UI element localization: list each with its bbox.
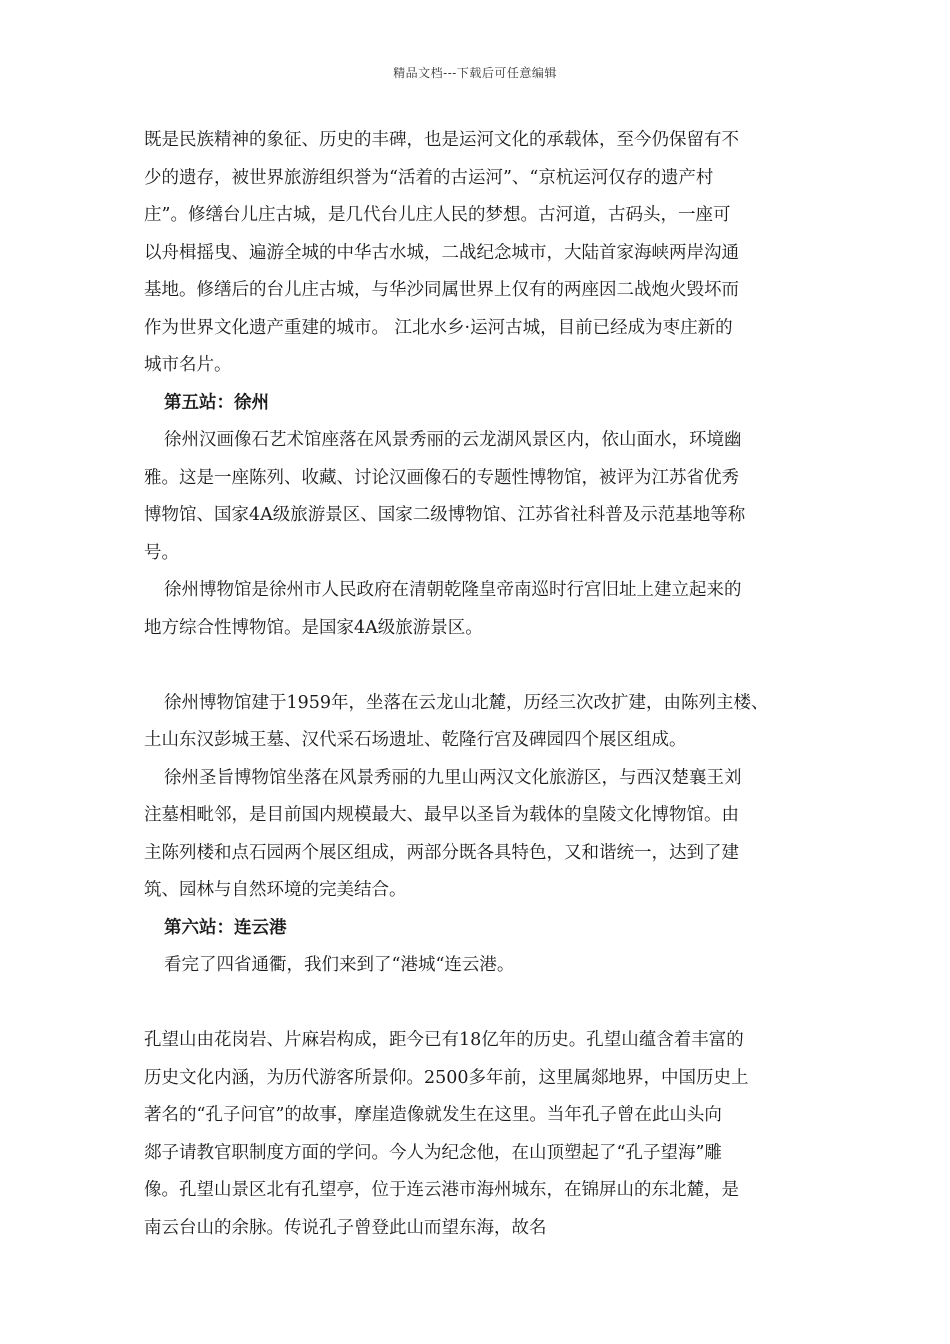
text-line: 南云台山的余脉。传说孔子曾登此山而望东海，故名 <box>144 1217 547 1238</box>
text-line: 徐州博物馆是徐州市人民政府在清朝乾隆皇帝南巡时行宫旧址上建立起来的 <box>164 580 742 600</box>
text-line: 历史文化内涵，为历代游客所景仰。2500多年前，这里属郯地界，中国历史上 <box>144 1067 749 1088</box>
paragraph-edict-museum <box>144 760 824 910</box>
text-line: 郯子请教官职制度方面的学问。今人为纪念他，在山顶塑起了“孔子望海”雕 <box>144 1142 722 1163</box>
page-header: 精品文档---下载后可任意编辑 <box>393 66 557 80</box>
paragraph-han-stone-museum <box>144 422 824 572</box>
text-line: 基地。修缮后的台儿庄古城，与华沙同属世界上仅有的两座因二战炮火毁坏而 <box>144 280 739 300</box>
text-line: 徐州博物馆建于1959年，坐落在云龙山北麓，历经三次改扩建，由陈列主楼、 <box>164 692 769 713</box>
text-line: 地方综合性博物馆。是国家4A级旅游景区。 <box>144 617 483 638</box>
section-heading-xuzhou: 第五站：徐州 <box>164 392 269 413</box>
text-line: 筑、园林与自然环境的完美结合。 <box>144 880 407 900</box>
text-line: 城市名片。 <box>144 355 232 375</box>
text-line: 徐州圣旨博物馆坐落在风景秀丽的九里山两汉文化旅游区，与西汉楚襄王刘 <box>164 767 742 788</box>
text-line: 博物馆、国家4A级旅游景区、国家二级博物馆、江苏省社科普及示范基地等称 <box>144 505 746 525</box>
text-line: 看完了四省通衢，我们来到了“港城“连云港。 <box>164 955 515 975</box>
text-line: 主陈列楼和点石园两个展区组成，两部分既各具特色，又和谐统一，达到了建 <box>144 842 739 863</box>
blank-line <box>144 647 824 685</box>
text-line: 既是民族精神的象征、历史的丰碑，也是运河文化的承载体，至今仍保留有不 <box>144 130 739 150</box>
blank-line <box>144 985 824 1023</box>
text-line: 以舟楫摇曳、遍游全城的中华古水城，二战纪念城市，大陆首家海峡两岸沟通 <box>144 242 739 263</box>
text-line: 号。 <box>144 542 179 563</box>
text-line: 土山东汉彭城王墓、汉代采石场遗址、乾隆行宫及碑园四个展区组成。 <box>144 730 687 750</box>
paragraph-xuzhou-museum-history <box>144 685 824 760</box>
text-line: 雅。这是一座陈列、收藏、讨论汉画像石的专题性博物馆，被评为江苏省优秀 <box>144 467 739 488</box>
document-body <box>144 122 824 1247</box>
section-heading-lianyungang: 第六站：连云港 <box>164 917 287 938</box>
text-line: 注墓相毗邻，是目前国内规模最大、最早以圣旨为载体的皇陵文化博物馆。由 <box>144 805 739 825</box>
paragraph-kongwang-mountain <box>144 1022 824 1247</box>
text-line: 作为世界文化遗产重建的城市。 江北水乡·运河古城，目前已经成为枣庄新的 <box>144 317 733 338</box>
text-line: 庄”。修缮台儿庄古城，是几代台儿庄人民的梦想。古河道，古码头，一座可 <box>144 205 731 225</box>
paragraph-xuzhou-museum <box>144 572 824 647</box>
text-line: 像。孔望山景区北有孔望亭，位于连云港市海州城东，在锦屏山的东北麓，是 <box>144 1180 739 1200</box>
text-line: 少的遗存，被世界旅游组织誉为“活着的古运河”、“京杭运河仅存的遗产村 <box>144 167 714 188</box>
paragraph-taierzhuang <box>144 122 824 385</box>
paragraph-port-city <box>144 947 824 985</box>
text-line: 徐州汉画像石艺术馆座落在风景秀丽的云龙湖风景区内，依山面水，环境幽 <box>164 430 742 450</box>
text-line: 孔望山由花岗岩、片麻岩构成，距今已有18亿年的历史。孔望山蕴含着丰富的 <box>144 1030 744 1050</box>
text-line: 著名的“孔子问官”的故事，摩崖造像就发生在这里。当年孔子曾在此山头向 <box>144 1105 722 1125</box>
